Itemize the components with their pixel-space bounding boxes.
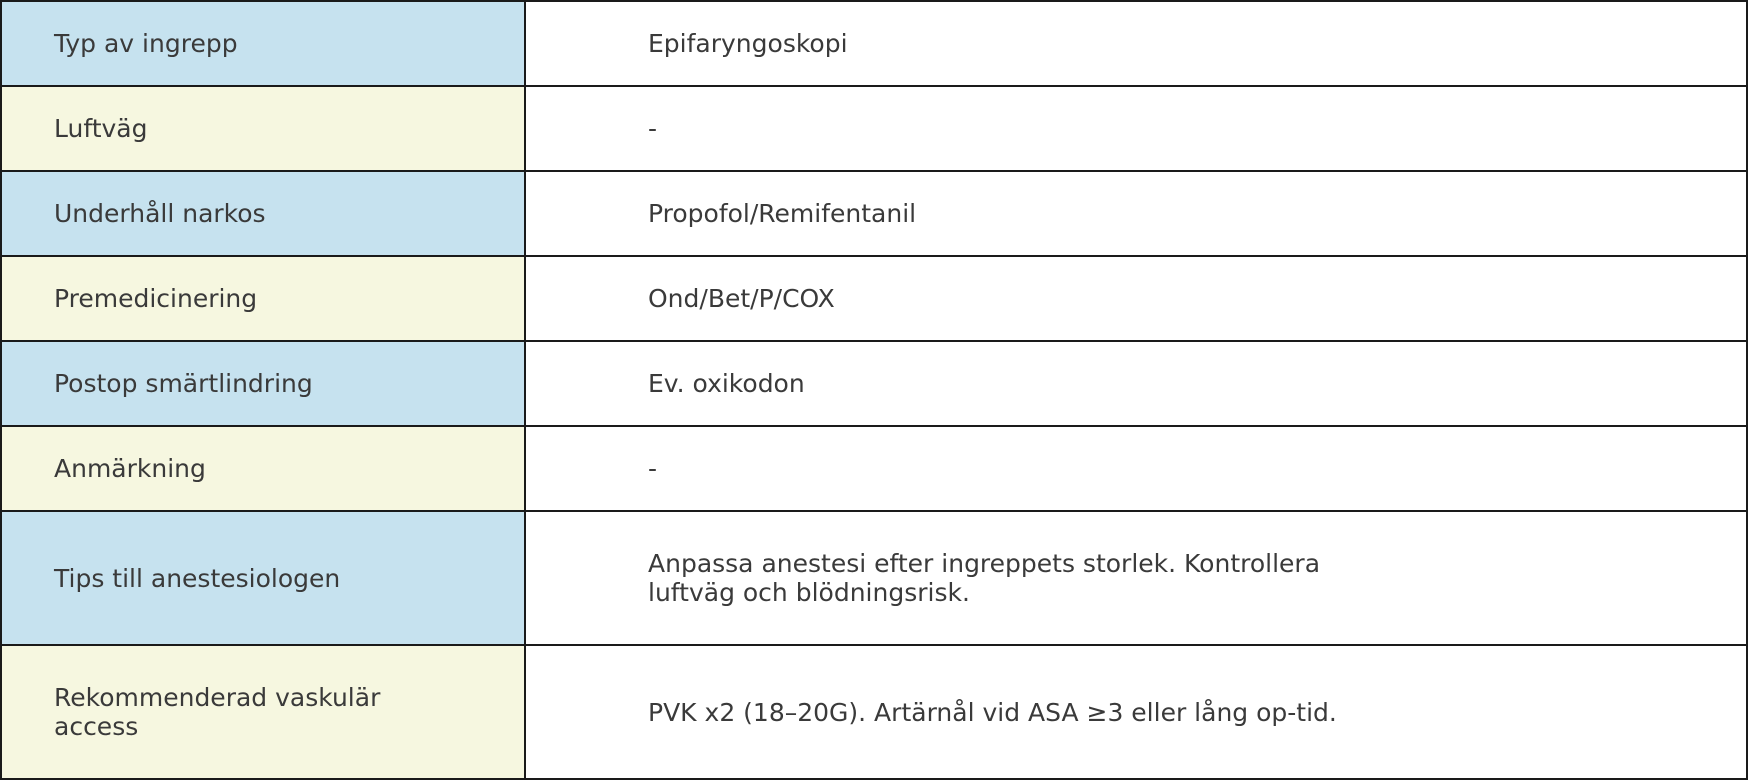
- row-value: -: [648, 454, 658, 483]
- table-row: [2, 172, 1746, 257]
- row-label-cell: [2, 427, 526, 510]
- row-label: Postop smärtlindring: [54, 369, 313, 398]
- row-value: Anpassa anestesi efter ingreppets storlek. Kontrollera luftväg och blödningsrisk.: [648, 549, 1321, 607]
- row-value-cell: [526, 427, 1746, 510]
- row-label-cell: [2, 342, 526, 425]
- row-label: Underhåll narkos: [54, 199, 266, 228]
- row-value-cell: [526, 257, 1746, 340]
- row-label: Tips till anestesiologen: [54, 563, 341, 593]
- row-label: Anmärkning: [54, 454, 206, 483]
- row-value-cell: [526, 342, 1746, 425]
- row-value: Propofol/Remifentanil: [648, 199, 917, 228]
- row-value: PVK x2 (18–20G). Artärnål vid ASA ≥3 eller lång op-tid.: [648, 697, 1337, 727]
- table-row: [2, 257, 1746, 342]
- row-label-cell: [2, 172, 526, 255]
- row-value-cell: [526, 646, 1746, 778]
- row-label: Premedicinering: [54, 284, 258, 313]
- row-value: Ond/Bet/P/COX: [648, 284, 835, 313]
- row-label-cell: [2, 2, 526, 85]
- row-value: -: [648, 114, 658, 143]
- table-row: [2, 2, 1746, 87]
- row-label: Typ av ingrepp: [54, 29, 238, 58]
- row-label-cell: [2, 646, 526, 778]
- row-value-cell: [526, 2, 1746, 85]
- row-value: Ev. oxikodon: [648, 369, 805, 398]
- table-row: [2, 646, 1746, 778]
- row-label-cell: [2, 512, 526, 644]
- table-row: [2, 342, 1746, 427]
- row-value-cell: [526, 512, 1746, 644]
- row-label-cell: [2, 257, 526, 340]
- row-value: Epifaryngoskopi: [648, 29, 848, 58]
- table-row: [2, 87, 1746, 172]
- row-label: Luftväg: [54, 114, 148, 143]
- table-row: [2, 427, 1746, 512]
- row-value-cell: [526, 87, 1746, 170]
- row-label: Rekommenderad vaskulär access: [54, 683, 381, 741]
- table-row: [2, 512, 1746, 646]
- row-label-cell: [2, 87, 526, 170]
- row-value-cell: [526, 172, 1746, 255]
